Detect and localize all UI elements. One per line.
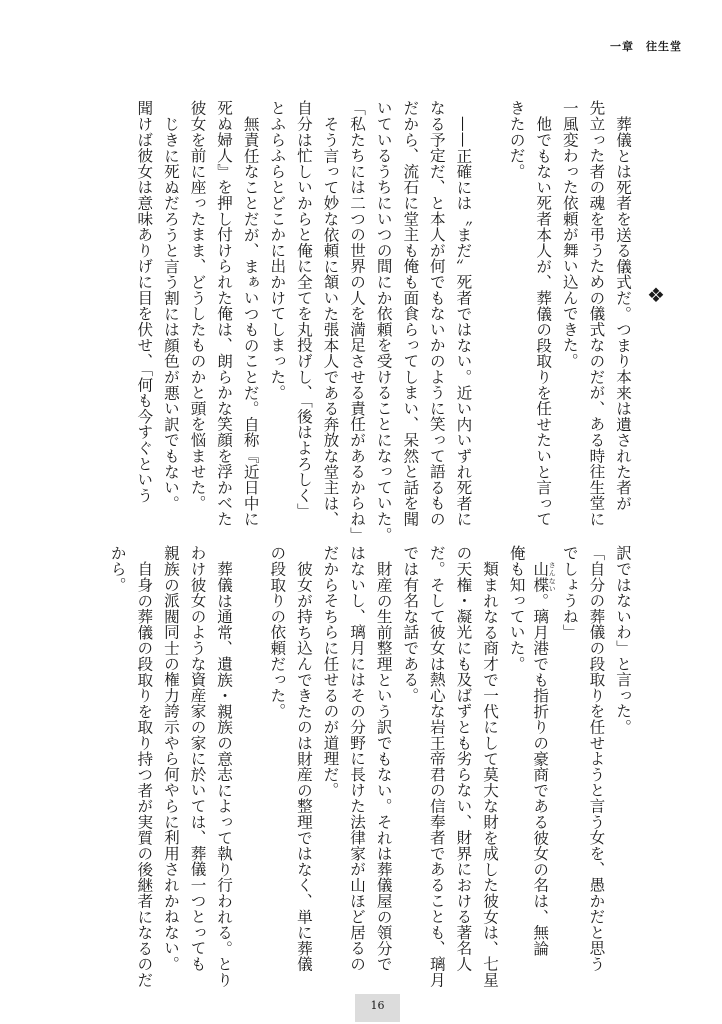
text-line: 訳ではないわ」と言った。 [614,545,632,735]
text-line: わけ彼女のような資産家の家に於いては、葬儀一つとっても [188,545,207,972]
blank-line [237,545,264,970]
section-break-ornament-icon: ❖ [647,283,665,307]
upper-text-block [131,100,636,543]
text-line: 財産の生前整理という訳でもない。それは葬儀屋の領分で [374,560,393,972]
name-ruby: さんない [548,560,557,593]
text-line: の段取りの依頼だった。 [268,545,287,719]
text-line-with-name [530,545,557,986]
text-line: じきに死ぬだろうと言う割には顔色が悪い訳でもない。 [161,115,180,511]
text-line: いているうちにいつの間にか依頼を受けることになっていた。 [374,100,393,543]
text-line: ——正確には〝まだ〟死者ではない。近い内いずれ死者に [454,115,473,527]
text-line: 自身の葬儀の段取りを取り持つ者が実質の後継者になるのだ [135,560,154,988]
text-line: はないし、璃月にはその分野に長けた法律家が山ほど居るの [348,545,367,972]
text-line: 親族の派閥同士の権力誇示やら何やらに利用されかねない。 [161,545,180,972]
text-line: 聞けば彼女は意味ありげに目を伏せ、「何も今すぐという [135,100,154,503]
lower-text-block [104,545,636,988]
text-line: 俺も知っていた。 [507,545,526,672]
text-line: とふらふらとどこかに出かけてしまった。 [268,100,287,401]
text-line: そう言って妙な依頼に頷いた張本人である奔放な堂主は、 [321,115,340,527]
text-line: では有名な話である。 [401,545,420,703]
text-line: 葬儀は通常、遺族・親族の意志によって執り行われる。とり [215,560,234,988]
text-line: 先立った者の魂を弔うための儀式なのだが、ある時往生堂に [587,100,606,527]
name-kanji: 山楪 [531,560,550,593]
text-line: 「私たちには二つの世界の人を満足させる責任があるからね」 [348,100,367,543]
text-line: きたのだ。 [507,100,526,179]
text-line: 彼女が持ち込んできたのは財産の整理ではなく、単に葬儀 [294,560,313,972]
text-line: なる予定だ、と本人が何でもないかのように笑って語るもの [427,100,446,527]
text-line: 「自分の葬儀の段取りを任せようと言う女を、愚かだと思う [587,545,606,972]
text-line: 彼女を前に座ったまま、どうしたものかと頭を悩ませた。 [188,100,207,511]
text-line: 死ぬ婦人』を押し付けられた俺は、朗らかな笑顔を浮かべた [215,100,234,527]
text-line: 一風変わった依頼が舞い込んできた。 [560,100,579,369]
running-header: 一章 往生堂 [610,40,682,53]
text-line: だからそちらに任せるのが道理だ。 [321,545,340,798]
text-line: 類まれなる商才で一代にして莫大な財を成した彼女は、七星 [481,560,500,988]
text-line: でしょうね」 [560,545,579,640]
text-line: 葬儀とは死者を送る儀式だ。つまり本来は遺された者が [614,115,632,511]
text-line: だから、流石に堂主も俺も面食らってしまい、呆然と話を聞 [401,100,420,527]
text-line: の天権・凝光にも及ばずとも劣らない、財界における著名人 [454,545,473,972]
text-line: 他でもない死者本人が、葬儀の段取りを任せたいと言って [534,115,553,527]
text-line: から。 [108,545,127,593]
text-line-rest: 。璃月港でも指折りの豪商である彼女の名は、無論 [531,592,550,956]
text-line: だ。そして彼女は熱心な岩王帝君の信奉者であることも、璃月 [427,545,446,988]
blank-line [476,100,503,515]
text-line: 自分は忙しいからと俺に全てを丸投げし、「後はよろしく」 [294,100,313,519]
character-name [531,560,557,593]
page-number: 16 [355,994,400,1022]
text-line: 無責任なことだが、まぁいつものことだ。自称『近日中に [241,115,260,527]
